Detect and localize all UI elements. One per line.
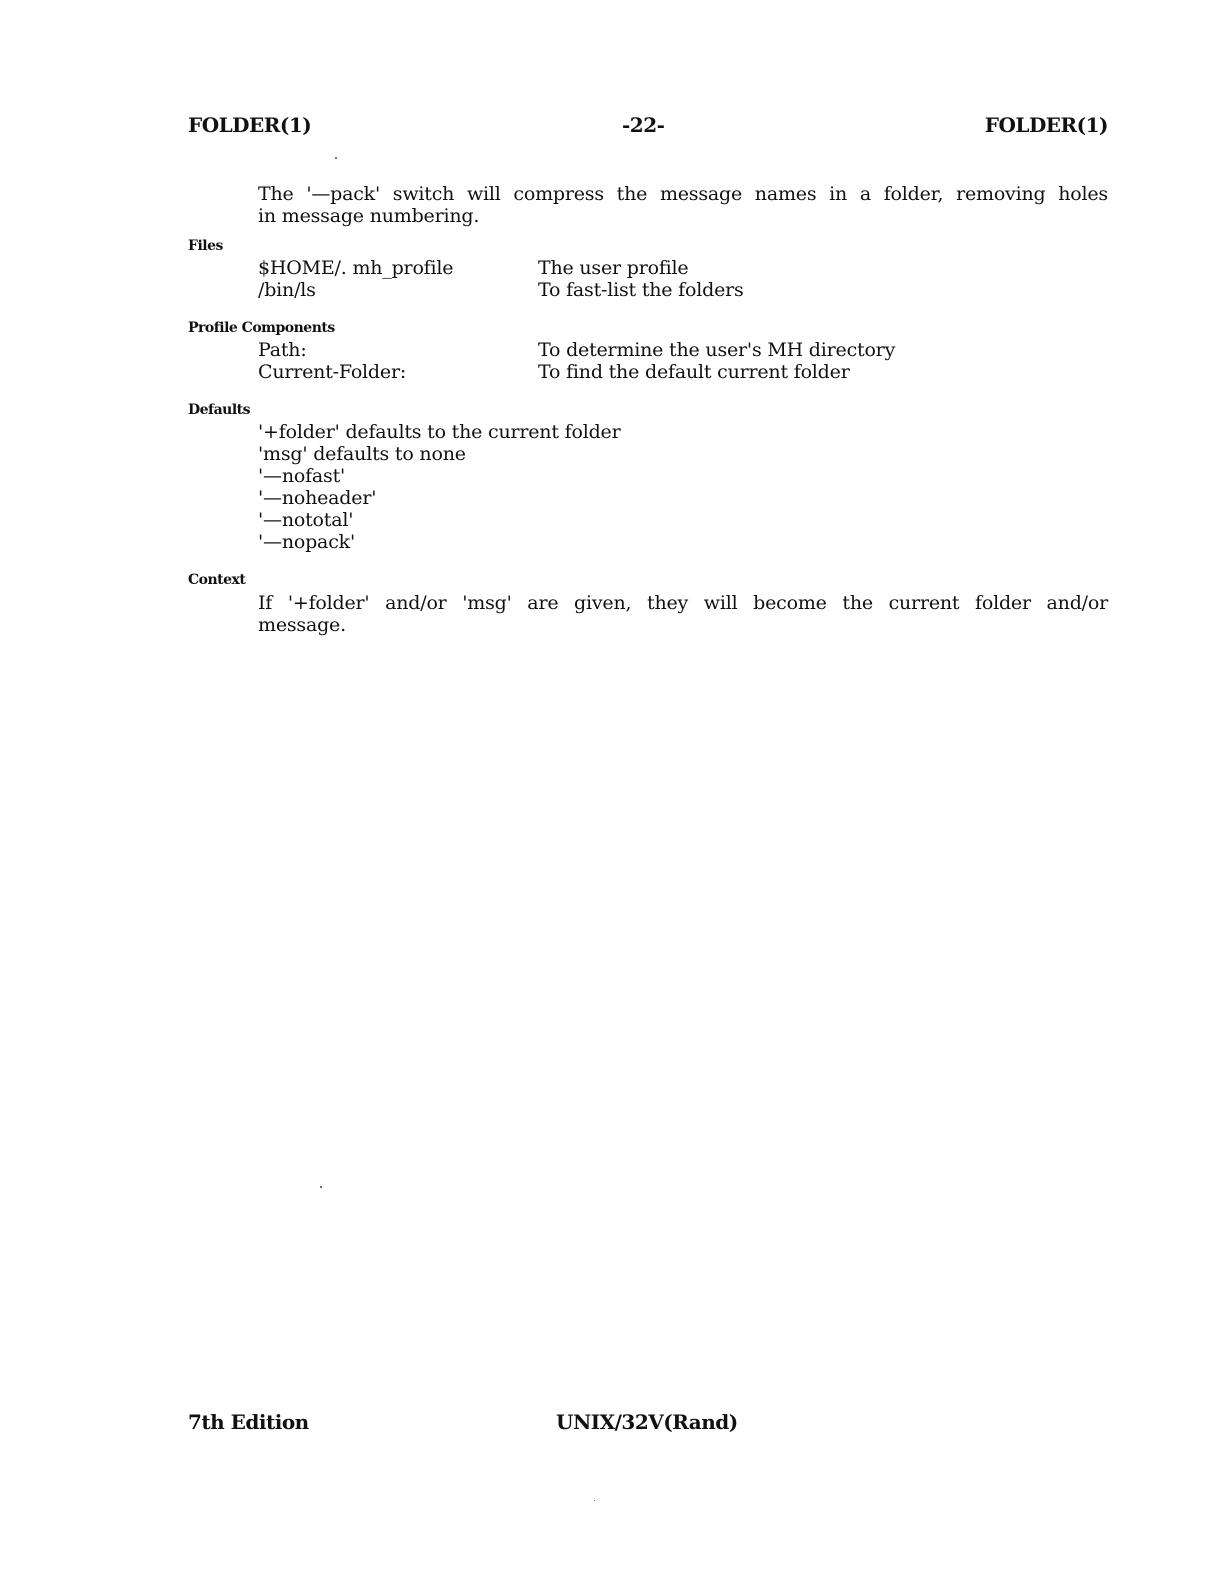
- file-name: /bin/ls: [258, 279, 316, 301]
- profile-component-name: Path:: [258, 339, 307, 361]
- files-descriptions: [538, 257, 744, 301]
- intro-paragraph: [258, 183, 1108, 227]
- scan-speck: [335, 157, 337, 159]
- files-names: [258, 257, 453, 301]
- section-title-files: Files: [188, 238, 223, 254]
- header-right: FOLDER(1): [984, 113, 1108, 137]
- context-line: message.: [258, 614, 346, 636]
- default-item: '—nototal': [258, 509, 354, 531]
- section-title-context: Context: [188, 572, 246, 588]
- file-description: To fast-list the folders: [538, 279, 744, 301]
- header-left: FOLDER(1): [188, 113, 312, 137]
- intro-line: The '—pack' switch will compress the message names in a folder, removing holes: [258, 183, 1108, 205]
- intro-line: in message numbering.: [258, 205, 480, 227]
- section-title-profile-components: Profile Components: [188, 320, 335, 336]
- profile-component-descriptions: [538, 339, 895, 383]
- default-item: '+folder' defaults to the current folder: [258, 421, 621, 443]
- file-name: $HOME/. mh_profile: [258, 257, 454, 279]
- file-description: The user profile: [538, 257, 689, 279]
- profile-component-name: Current-Folder:: [258, 361, 407, 383]
- footer-edition: 7th Edition: [188, 1410, 309, 1434]
- profile-component-description: To find the default current folder: [538, 361, 850, 383]
- scan-speck: [320, 1186, 322, 1188]
- profile-component-description: To determine the user's MH directory: [538, 339, 896, 361]
- defaults-list: [258, 421, 620, 553]
- default-item: 'msg' defaults to none: [258, 443, 466, 465]
- default-item: '—nofast': [258, 465, 346, 487]
- footer-system: UNIX/32V(Rand): [556, 1410, 738, 1434]
- section-title-defaults: Defaults: [188, 402, 250, 418]
- context-line: If '+folder' and/or 'msg' are given, they will become the current folder and/or: [258, 592, 1108, 614]
- scan-speck: [594, 1500, 595, 1501]
- profile-component-names: [258, 339, 406, 383]
- page-number: -22-: [622, 113, 665, 137]
- default-item: '—nopack': [258, 531, 355, 553]
- context-paragraph: [258, 592, 1108, 636]
- default-item: '—noheader': [258, 487, 377, 509]
